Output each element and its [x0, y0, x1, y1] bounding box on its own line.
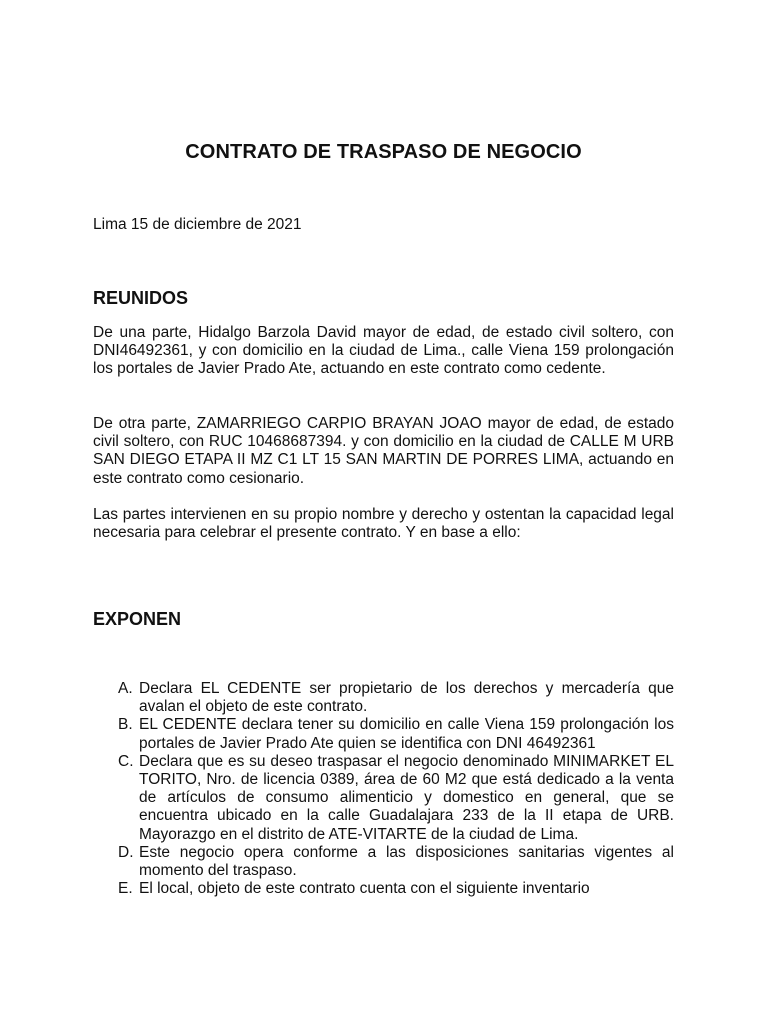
list-item-text: EL CEDENTE declara tener su domicilio en calle Viena 159 prolongación los portales de Javier Prado Ate quien se identifica con DNI 46492361	[139, 716, 674, 752]
date-line: Lima 15 de diciembre de 2021	[93, 216, 302, 233]
list-item-text: Declara EL CEDENTE ser propietario de los derechos y mercadería que avalan el objeto de este contrato.	[139, 680, 674, 716]
document-page	[93, 0, 674, 1024]
document-title: CONTRATO DE TRASPASO DE NEGOCIO	[185, 141, 582, 163]
exponen-item-a	[93, 680, 674, 716]
exponen-heading: EXPONEN	[93, 609, 182, 629]
list-item-text: El local, objeto de este contrato cuenta con el siguiente inventario	[139, 880, 590, 898]
exponen-list	[93, 680, 674, 898]
reunidos-paragraph-cesionario: De otra parte, ZAMARRIEGO CARPIO BRAYAN JOAO mayor de edad, de estado civil soltero, con RUC 10468687394. y con domicilio en la ciudad de CALLE M URB SAN DIEGO ETAPA II MZ C1 LT 15 SAN MARTIN DE PORRES LIMA, actuando en este contrato como cesionario.	[93, 415, 674, 487]
list-marker: C.	[118, 752, 134, 770]
reunidos-paragraph-cedente: De una parte, Hidalgo Barzola David mayor de edad, de estado civil soltero, con DNI46492361, y con domicilio en la ciudad de Lima., calle Viena 159 prolongación los portales de Javier Prado Ate, actuando en este contrato como cedente.	[93, 324, 674, 378]
list-item-text: Declara que es su deseo traspasar el negocio denominado MINIMARKET EL TORITO, Nro. de licencia 0389, área de 60 M2 que está dedicado a la venta de artículos de consumo alimenticio y domestico en general, que se encuentra ubicado en la calle Guadalajara 233 de la II etapa de URB. Mayorazgo en el distrito de ATE-VITARTE de la ciudad de Lima.	[139, 752, 674, 843]
reunidos-paragraph-capacidad: Las partes intervienen en su propio nombre y derecho y ostentan la capacidad legal necesaria para celebrar el presente contrato. Y en base a ello:	[93, 506, 674, 542]
exponen-item-c	[93, 753, 674, 844]
list-marker: E.	[118, 880, 133, 898]
list-marker: D.	[118, 843, 134, 861]
reunidos-heading: REUNIDOS	[93, 288, 189, 308]
list-marker: B.	[118, 716, 133, 734]
list-item-text: Este negocio opera conforme a las disposiciones sanitarias vigentes al momento del traspaso.	[139, 843, 674, 880]
exponen-item-b	[93, 716, 674, 752]
exponen-item-e	[93, 880, 674, 898]
exponen-item-d	[93, 844, 674, 880]
list-marker: A.	[118, 680, 133, 697]
